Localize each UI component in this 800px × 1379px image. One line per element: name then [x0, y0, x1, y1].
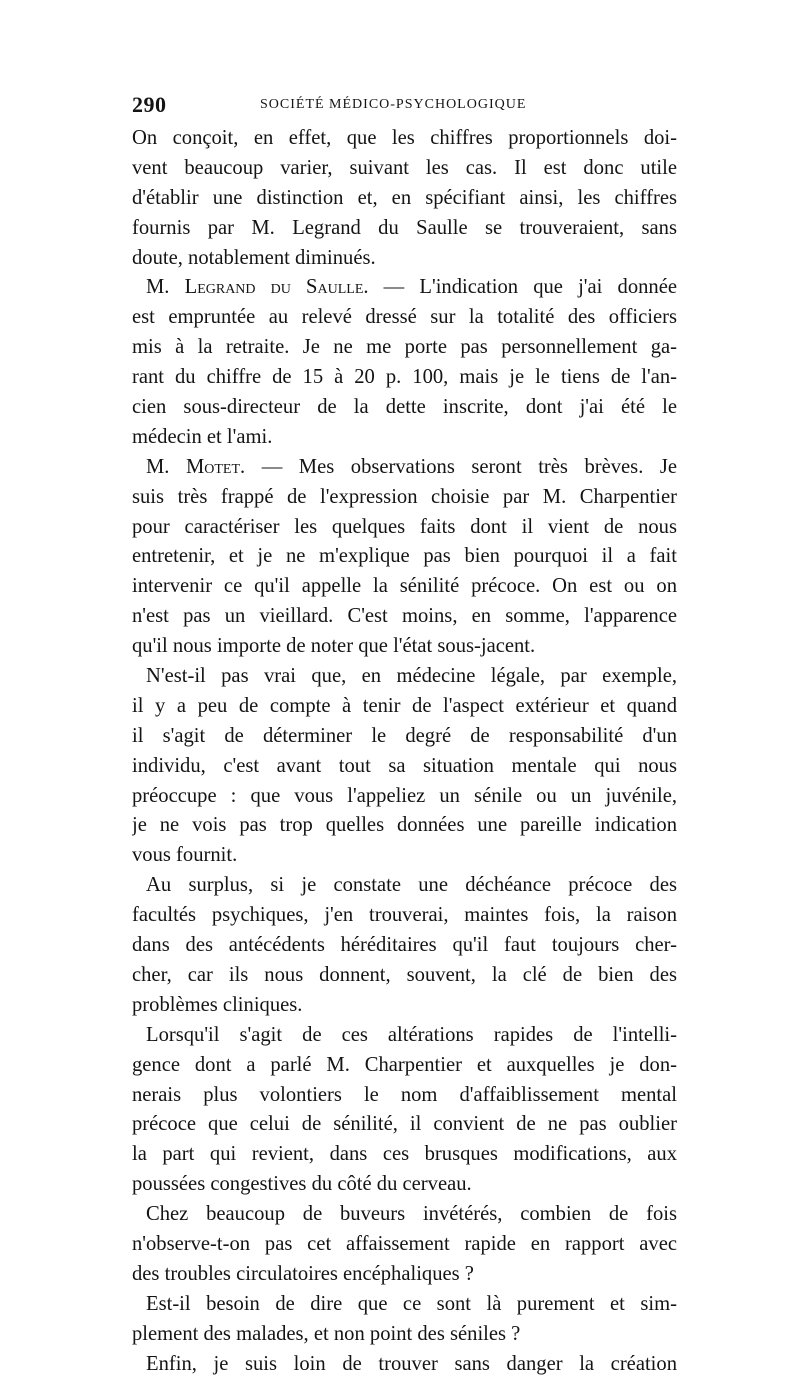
- text-line: suis très frappé de l'expression choisie par M. Charpentier: [132, 485, 677, 508]
- text-line: Lorsqu'il s'agit de ces altérations rapides de l'intelli-: [146, 1023, 677, 1046]
- text-line: il s'agit de déterminer le degré de responsabilité d'un: [132, 724, 677, 747]
- text-line: gence dont a parlé M. Charpentier et auxquelles je don-: [132, 1053, 677, 1076]
- page-header: [132, 92, 677, 116]
- text-line: dans des antécédents héréditaires qu'il faut toujours cher-: [132, 934, 677, 957]
- text-line: plement des malades, et non point des séniles ?: [132, 1322, 521, 1345]
- text-line: qu'il nous importe de noter que l'état sous-jacent.: [132, 635, 536, 658]
- text-line: est empruntée au relevé dressé sur la totalité des officiers: [132, 306, 677, 329]
- running-head: SOCIÉTÉ MÉDICO-PSYCHOLOGIQUE: [260, 97, 527, 112]
- text-line: Est-il besoin de dire que ce sont là purement et sim-: [146, 1292, 677, 1315]
- text-line: médecin et l'ami.: [132, 425, 273, 448]
- body-text: [132, 124, 677, 1379]
- text-line: préoccupe : que vous l'appeliez un sénile ou un juvénile,: [132, 784, 677, 807]
- text-line: fournis par M. Legrand du Saulle se trouveraient, sans: [132, 216, 677, 239]
- text-line: vous fournit.: [132, 844, 238, 867]
- text-line: Au surplus, si je constate une déchéance précoce des: [146, 874, 677, 897]
- text-line: N'est-il pas vrai que, en médecine légale, par exemple,: [146, 665, 677, 688]
- text-line: intervenir ce qu'il appelle la sénilité précoce. On est ou on: [132, 575, 677, 598]
- page-number: 290: [132, 92, 167, 117]
- text-line: n'observe-t-on pas cet affaissement rapide en rapport avec: [132, 1232, 677, 1255]
- text-line: n'est pas un vieillard. C'est moins, en somme, l'apparence: [132, 605, 677, 628]
- text-line: cien sous-directeur de la dette inscrite, dont j'ai été le: [132, 396, 677, 419]
- text-line: individu, c'est avant tout sa situation mentale qui nous: [132, 754, 677, 777]
- text-line: pour caractériser les quelques faits dont il vient de nous: [132, 515, 677, 538]
- text-line: On conçoit, en effet, que les chiffres proportionnels doi-: [132, 127, 677, 149]
- text-line: je ne vois pas trop quelles données une pareille indication: [132, 814, 677, 837]
- text-line: nerais plus volontiers le nom d'affaiblissement mental: [132, 1083, 677, 1106]
- speaker-name: M. Motet.: [146, 455, 246, 478]
- speaker-name: M. Legrand du Saulle.: [146, 276, 369, 299]
- line-text: — Mes observations seront très brèves. Je: [245, 455, 677, 478]
- text-line: facultés psychiques, j'en trouverai, maintes fois, la raison: [132, 904, 677, 927]
- text-line: d'établir une distinction et, en spécifiant ainsi, les chiffres: [132, 186, 677, 209]
- text-line: mis à la retraite. Je ne me porte pas personnellement ga-: [132, 336, 677, 359]
- text-line: cher, car ils nous donnent, souvent, la clé de bien des: [132, 963, 677, 986]
- text-line: rant du chiffre de 15 à 20 p. 100, mais je le tiens de l'an-: [132, 366, 677, 389]
- text-line: entretenir, et je ne m'explique pas bien pourquoi il a fait: [132, 545, 677, 568]
- text-line: vent beaucoup varier, suivant les cas. Il est donc utile: [132, 156, 677, 179]
- text-line: Enfin, je suis loin de trouver sans danger la création: [146, 1352, 677, 1375]
- text-line: [132, 273, 677, 303]
- line-text: — L'indication que j'ai donnée: [368, 276, 677, 299]
- text-line: des troubles circulatoires encéphaliques ?: [132, 1262, 474, 1285]
- text-line: doute, notablement diminués.: [132, 246, 376, 269]
- text-line: [132, 453, 677, 483]
- text-line: précoce que celui de sénilité, il convient de ne pas oublier: [132, 1113, 677, 1136]
- text-line: problèmes cliniques.: [132, 993, 303, 1016]
- text-line: la part qui revient, dans ces brusques modifications, aux: [132, 1143, 677, 1166]
- text-line: Chez beaucoup de buveurs invétérés, combien de fois: [146, 1203, 677, 1226]
- text-line: il y a peu de compte à tenir de l'aspect extérieur et quand: [132, 694, 677, 717]
- text-line: poussées congestives du côté du cerveau.: [132, 1173, 472, 1196]
